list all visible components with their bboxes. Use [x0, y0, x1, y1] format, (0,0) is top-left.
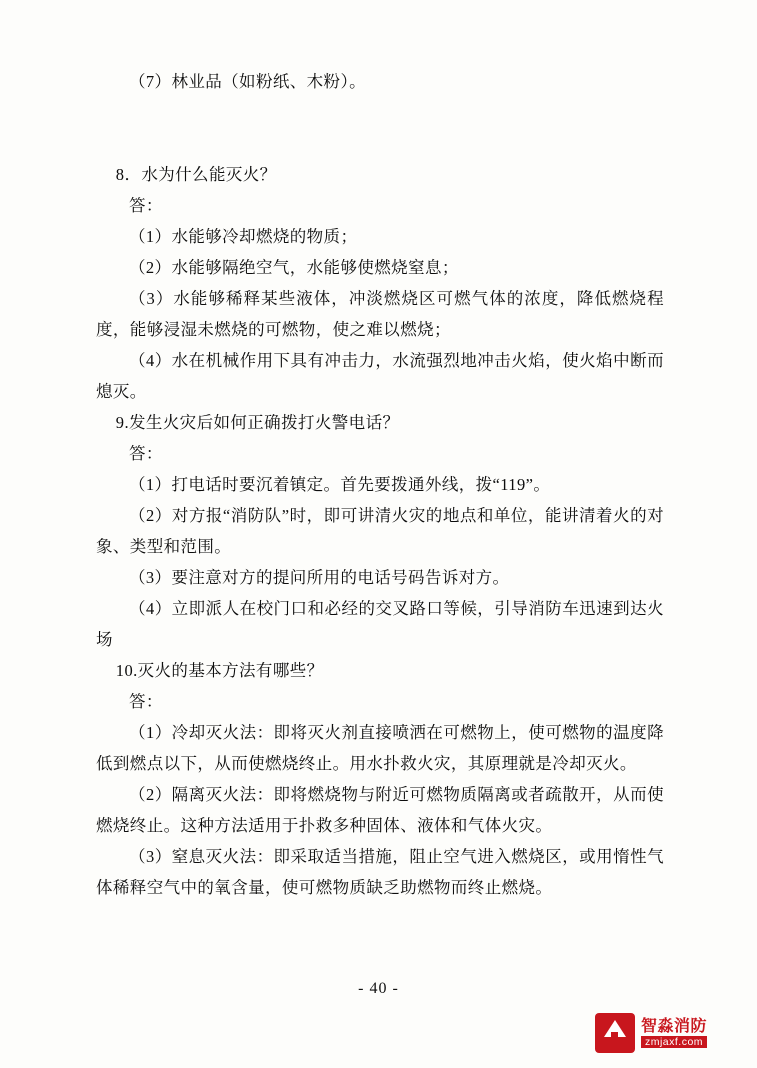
watermark-title: 智淼消防: [641, 1017, 708, 1035]
answer-10-item-3: （3）窒息灭火法：即采取适当措施，阻止空气进入燃烧区，或用惰性气体稀释空气中的氧含量，使可燃物质缺乏助燃物而终止燃烧。: [96, 847, 664, 897]
answer-8-item-3: （3）水能够稀释某些液体，冲淡燃烧区可燃气体的浓度，降低燃烧程度，能够浸湿未燃烧的可燃物，使之难以燃烧；: [96, 289, 664, 339]
question-8-heading: 8．水为什么能灭火？: [115, 165, 277, 184]
page-number: - 40 -: [358, 980, 399, 997]
answer-10-item-1: （1）冷却灭火法：即将灭火剂直接喷洒在可燃物上，使可燃物的温度降低到燃点以下，从而使燃烧终止。用水扑救火灾，其原理就是冷却灭火。: [96, 723, 664, 773]
question-10-heading: 10.灭火的基本方法有哪些？: [115, 661, 324, 680]
answer-10-item-2: （2）隔离灭火法：即将燃烧物与附近可燃物质隔离或者疏散开，从而使燃烧终止。这种方法适用于扑救多种固体、液体和气体火灾。: [96, 785, 664, 835]
page-content: [96, 66, 664, 903]
paragraph-forestry-products: （7）林业品（如粉纸、木粉）。: [129, 72, 366, 91]
answer-9-item-1: （1）打电话时要沉着镇定。首先要拨通外线，拨“119”。: [129, 475, 551, 494]
watermark: [595, 1010, 735, 1056]
answer-9-item-4: （4）立即派人在校门口和必经的交叉路口等候，引导消防车迅速到达火场: [96, 599, 664, 649]
answer-9-item-2: （2）对方报“消防队”时，即可讲清火灾的地点和单位，能讲清着火的对象、类型和范围。: [96, 506, 664, 556]
flame-logo-icon: [595, 1013, 635, 1053]
spacer: [96, 97, 664, 159]
answer-9-item-3: （3）要注意对方的提问所用的电话号码告诉对方。: [129, 568, 510, 587]
answer-8-item-4: （4）水在机械作用下具有冲击力，水流强烈地冲击火焰，使火焰中断而熄灭。: [96, 351, 664, 401]
answer-9-label: 答：: [129, 444, 163, 463]
answer-8-item-1: （1）水能够冷却燃烧的物质；: [129, 227, 358, 246]
answer-10-label: 答：: [129, 692, 163, 711]
answer-8-item-2: （2）水能够隔绝空气，水能够使燃烧窒息；: [129, 258, 459, 277]
watermark-text: [641, 1018, 707, 1048]
answer-8-label: 答：: [129, 196, 163, 215]
question-9-heading: 9.发生火灾后如何正确拨打火警电话？: [115, 413, 400, 432]
watermark-subtitle: zmjaxf.com: [641, 1036, 707, 1048]
